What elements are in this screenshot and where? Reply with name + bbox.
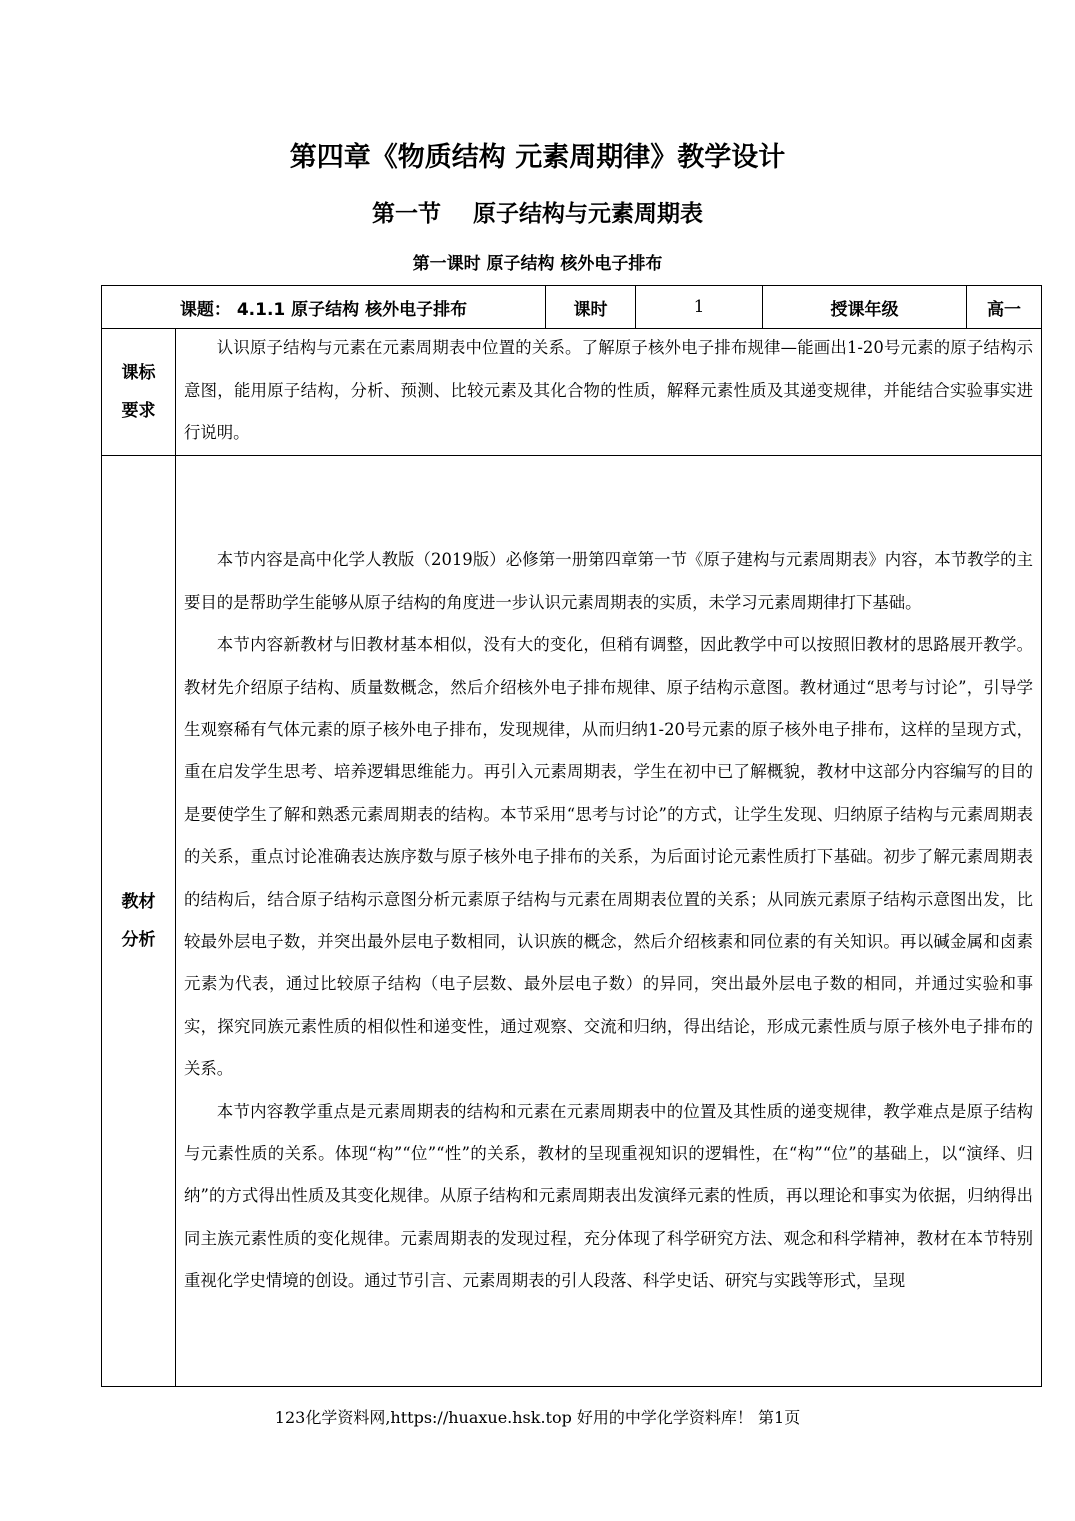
analysis-label-line2: 分析 [121, 930, 156, 950]
analysis-label [102, 456, 176, 1387]
standard-row [102, 329, 1042, 456]
analysis-row [102, 456, 1042, 1387]
analysis-paragraph-1: 本节内容是高中化学人教版（2019版）必修第一册第四章第一节《原子建构与元素周期表》内容，本节教学的主要目的是帮助学生能够从原子结构的角度进一步认识元素周期表的实质，未学习元素周期律打下基础。 [184, 550, 1034, 612]
standard-label-line1: 课标 [121, 363, 156, 383]
lesson-title: 第一课时 原子结构 核外电子排布 [412, 254, 663, 274]
page-footer: 123化学资料网,https://huaxue.hsk.top 好用的中学化学资料库！ 第1页 [274, 1408, 801, 1427]
document-title: 第四章《物质结构 元素周期律》教学设计 [289, 142, 786, 173]
analysis-paragraph-3: 本节内容教学重点是元素周期表的结构和元素在元素周期表中的位置及其性质的递变规律，教学难点是原子结构与元素性质的关系。体现“构”“位”“性”的关系，教材的呈现重视知识的逻辑性，在“构”“位”的基础上，以“演绎、归纳”的方式得出性质及其变化规律。从原子结构和元素周期表出发演绎元素的性质，再以理论和事实为依据，归纳得出同主族元素性质的变化规律。元素周期表的发现过程，充分体现了科学研究方法、观念和科学精神，教材在本节特别重视化学史情境的创设。通过节引言、元素周期表的引人段落、科学史话、研究与实践等形式，呈现 [184, 1101, 1034, 1291]
section-title: 第一节 原子结构与元素周期表 [371, 201, 704, 227]
standard-text: 认识原子结构与元素在元素周期表中位置的关系。了解原子核外电子排布规律—能画出1-20号元素的原子结构示意图，能用原子结构，分析、预测、比较元素及其化合物的性质，解释元素性质及其递变规律，并能结合实验事实进行说明。 [184, 338, 1034, 443]
analysis-content [176, 456, 1042, 1387]
hours-label-cell: 课时 [546, 286, 636, 329]
hours-value-cell: 1 [636, 286, 763, 329]
grade-label-cell: 授课年级 [763, 286, 967, 329]
analysis-paragraph-2: 本节内容新教材与旧教材基本相似，没有大的变化，但稍有调整，因此教学中可以按照旧教材的思路展开教学。教材先介绍原子结构、质量数概念，然后介绍核外电子排布规律、原子结构示意图。教材通过“思考与讨论”，引导学生观察稀有气体元素的原子核外电子排布，发现规律，从而归纳1-20号元素的原子核外电子排布，这样的呈现方式，重在启发学生思考、培养逻辑思维能力。再引入元素周期表，学生在初中已了解概貌，教材中这部分内容编写的目的是要使学生了解和熟悉元素周期表的结构。本节采用“思考与讨论”的方式，让学生发现、归纳原子结构与元素周期表的关系，重点讨论准确表达族序数与原子核外电子排布的关系，为后面讨论元素性质打下基础。初步了解元素周期表的结构后，结合原子结构示意图分析元素原子结构与元素在周期表位置的关系；从同族元素原子结构示意图出发，比较最外层电子数，并突出最外层电子数相同，认识族的概念，然后介绍核素和同位素的有关知识。再以碱金属和卤素元素为代表，通过比较原子结构（电子层数、最外层电子数）的异同，突出最外层电子数的相同，并通过实验和事实，探究同族元素性质的相似性和递变性，通过观察、交流和归纳，得出结论，形成元素性质与原子核外电子排布的关系。 [184, 635, 1034, 1079]
lesson-plan-table [101, 285, 1042, 1387]
topic-cell: 课题： 4.1.1 原子结构 核外电子排布 [102, 286, 546, 329]
standard-label [102, 329, 176, 456]
analysis-label-line1: 教材 [121, 892, 156, 912]
info-row [102, 286, 1042, 329]
standard-label-line2: 要求 [121, 401, 156, 421]
standard-content [176, 329, 1042, 456]
grade-value-cell: 高一 [967, 286, 1042, 329]
